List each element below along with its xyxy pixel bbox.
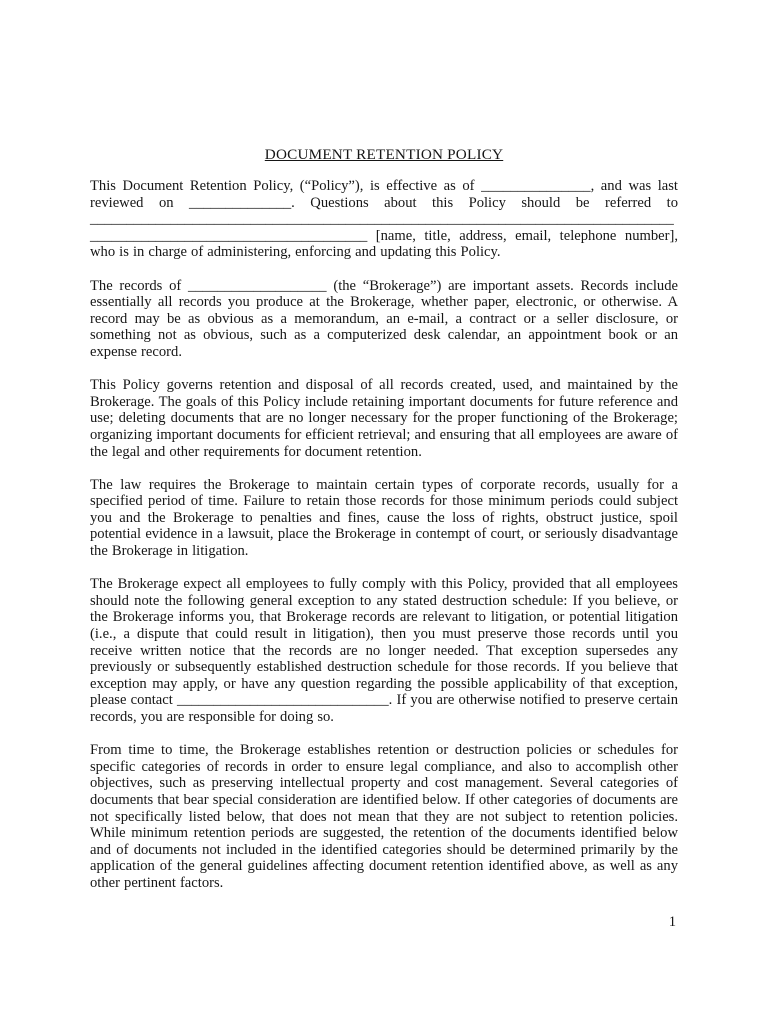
paragraph-retention-schedules: From time to time, the Brokerage establishes retention or destruction policies or schedules for specific categories of records in order to ensure legal compliance, and also to accomplish other objectives, such as preserving intellectual property and cost management. Several categories of documents that bear special consideration are identified below. If other categories of documents are not specifically listed below, that does not mean that they are not subject to retention policies. While minimum retention periods are suggested, the retention of the documents identified below and of documents not included in the identified categories should be determined primarily by the application of the general guidelines affecting document retention identified above, as well as any other pertinent factors.	[90, 742, 678, 891]
paragraph-policy-goals: This Policy governs retention and disposal of all records created, used, and maintained by the Brokerage. The goals of this Policy include retaining important documents for future reference and use; deleting documents that are no longer necessary for the proper functioning of the Brokerage; organizing important documents for efficient retrieval; and ensuring that all employees are aware of the legal and other requirements for document retention.	[90, 377, 678, 460]
paragraph-records-definition: The records of ___________________ (the “Brokerage”) are important assets. Records include essentially all records you produce at the Brokerage, whether paper, electronic, or otherwise. A record may be as obvious as a memorandum, an e-mail, a contract or a seller disclosure, or something not as obvious, such as a computerized desk calendar, an appointment book or an expense record.	[90, 277, 678, 360]
document-title: DOCUMENT RETENTION POLICY	[264, 146, 504, 163]
paragraph-legal-requirements: The law requires the Brokerage to maintain certain types of corporate records, usually for a specified period of time. Failure to retain those records for those minimum periods could subject you and the Brokerage to penalties and fines, cause the loss of rights, obstruct justice, spoil potential evidence in a lawsuit, place the Brokerage in contempt of court, or seriously disadvantage the Brokerage in litigation.	[90, 476, 678, 560]
page-number: 1	[668, 914, 676, 930]
paragraph-employee-compliance: The Brokerage expect all employees to fully comply with this Policy, provided that all employees should note the following general exception to any stated destruction schedule: If you believe, or the Brokerage informs you, that Brokerage records are relevant to litigation, or potential litigation (i.e., a dispute that could result in litigation), then you must preserve those records until you receive written notice that the records are no longer needed. That exception supersedes any previously or subsequently established destruction schedule for those records. If you believe that exception may apply, or have any question regarding the possible applicability of that exception, please contact _____________________________. If you are otherwise notified to preserve certain records, you are responsible for doing so.	[90, 576, 678, 725]
document-content	[90, 146, 678, 892]
paragraph-effective-date: This Document Retention Policy, (“Policy”), is effective as of _______________, and was last reviewed on ______________. Questions about this Policy should be referred to ________________________________________________________________________________ ______________________________________ [name, title, address, email, telephone number], who is in charge of administering, enforcing and updating this Policy.	[90, 178, 678, 261]
